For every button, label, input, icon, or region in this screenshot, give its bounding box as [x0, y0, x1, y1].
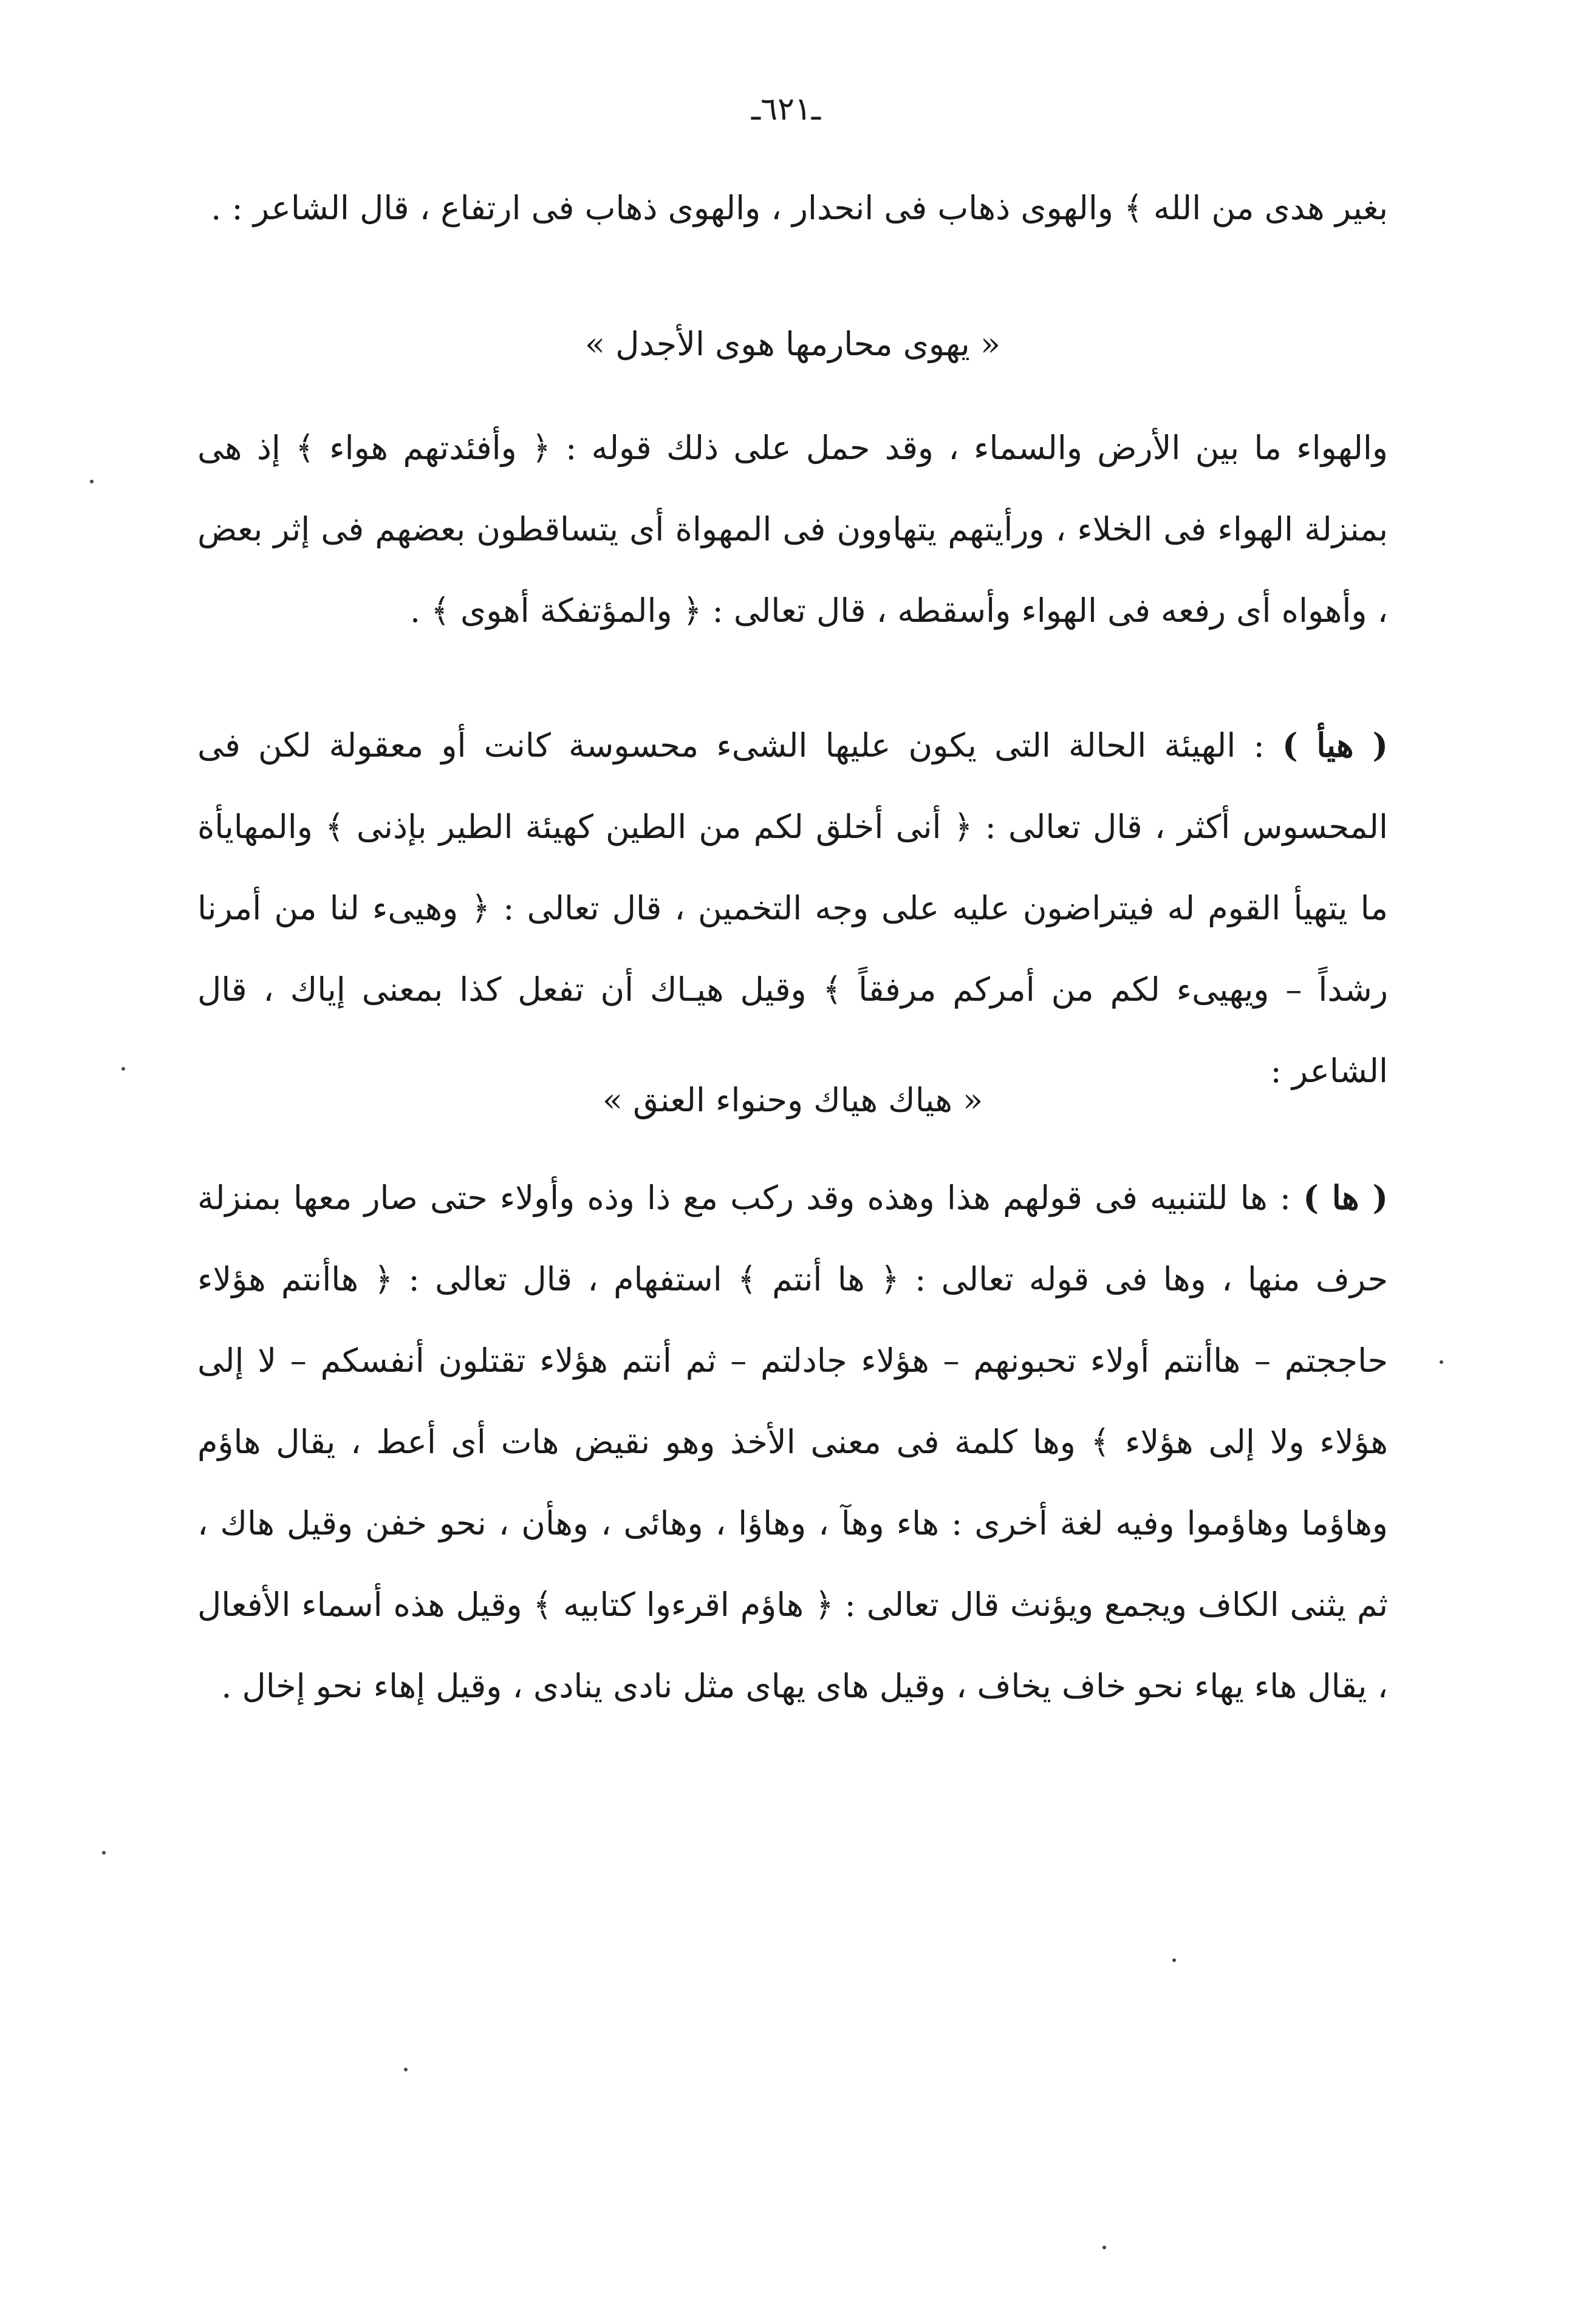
paragraph-hawa: [197, 407, 1388, 652]
entry-ha: [197, 1157, 1388, 1727]
entry-head: ( هيأ ): [1282, 726, 1388, 765]
scan-speck: [1172, 1958, 1176, 1962]
poetry-verse: « هياك هياك وحنواء العنق »: [602, 1081, 983, 1119]
paragraph-text: والهواء ما بين الأرض والسماء ، وقد حمل على ذلك قوله : ﴿ وأفئدتهم هواء ﴾ إذ هى بمنزلة الهواء فى الخلاء ، ورأيتهم يتهاوون فى المهواة أى يتساقطون بعضهم فى إثر بعض ، وأهواه أى رفعه فى الهواء وأسقطه ، قال تعالى : ﴿ والمؤتفكة أهوى ﴾ .: [197, 429, 1388, 630]
paragraph-continuation: [197, 167, 1388, 249]
page-number: ـ٦٢١ـ: [751, 91, 821, 128]
scan-speck: [90, 480, 94, 483]
poetry-verse: « يهوى محارمها هوى الأجدل »: [585, 325, 1000, 363]
scan-speck: [404, 2068, 408, 2071]
entry-text: : الهيئة الحالة التى يكون عليها الشىء محسوسة كانت أو معقولة لكن فى المحسوس أكثر ، قال تعالى : ﴿ أنى أخلق لكم من الطين كهيئة الطير بإذنى ﴾ والمهايأة ما يتهيأ القوم له فيتراضون عليه على وجه التخمين ، قال تعالى : ﴿ وهيىء لنا من أمرنا رشداً – ويهيىء لكم من أمركم مرفقاً ﴾ وقيل هيـاك أن تفعل كذا بمعنى إياك ، قال الشاعر :: [197, 726, 1388, 1090]
entry-head: ( ها ): [1303, 1178, 1388, 1217]
entry-haya: [197, 704, 1388, 1112]
scan-speck: [1102, 2246, 1106, 2249]
scan-speck: [1440, 1360, 1443, 1364]
entry-text: : ها للتنبيه فى قولهم هذا وهذه وقد ركب مع ذا وذه وأولاء حتى صار معها بمنزلة حرف منها ، وها فى قوله تعالى : ﴿ ها أنتم ﴾ استفهام ، قال تعالى : ﴿ هاأنتم هؤلاء حاججتم – هاأنتم أولاء تحبونهم – هؤلاء جادلتم – ثم أنتم هؤلاء تقتلون أنفسكم – لا إلى هؤلاء ولا إلى هؤلاء ﴾ وها كلمة فى معنى الأخذ وهو نقيض هات أى أعط ، يقال هاؤم وهاؤما وهاؤموا وفيه لغة أخرى : هاء وهآ ، وهاؤا ، وهائى ، وهأن ، نحو خفن وقيل هاك ، ثم يثنى الكاف ويجمع ويؤنث قال تعالى : ﴿ هاؤم اقرءوا كتابيه ﴾ وقيل هذه أسماء الأفعال ، يقال هاء يهاء نحو خاف يخاف ، وقيل هاى يهاى مثل نادى ينادى ، وقيل إهاء نحو إخال .: [197, 1179, 1388, 1705]
scan-speck: [121, 1067, 125, 1071]
scan-speck: [102, 1851, 106, 1855]
paragraph-text: بغير هدى من الله ﴾ والهوى ذهاب فى انحدار ، والهوى ذهاب فى ارتفاع ، قال الشاعر : .: [211, 189, 1388, 227]
